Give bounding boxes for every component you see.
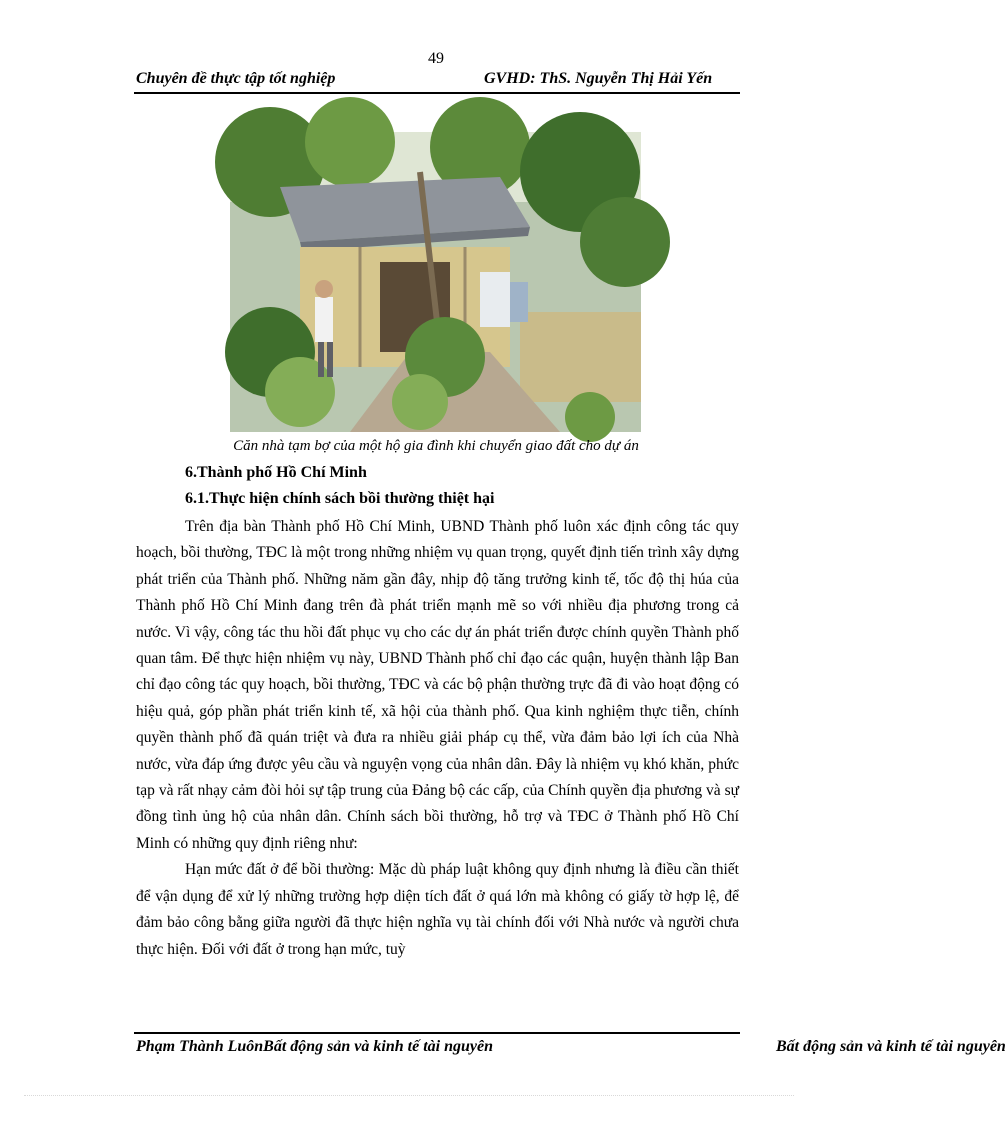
footer-divider (134, 1032, 740, 1034)
footer-right-text: Bất động sản và kinh tế tài nguyên (776, 1038, 1006, 1055)
house-photo (230, 132, 641, 432)
section-heading: 6.Thành phố Hồ Chí Minh (185, 464, 367, 481)
figure-caption: Căn nhà tạm bợ của một hộ gia đình khi chuyển giao đất cho dự án (233, 438, 639, 454)
header-thesis-title: Chuyên đề thực tập tốt nghiệp (136, 70, 336, 87)
subsection-heading: 6.1.Thực hiện chính sách bồi thường thiệt hại (185, 490, 495, 507)
header-supervisor: GVHD: ThS. Nguyễn Thị Hải Yến (484, 70, 713, 87)
page-number: 49 (428, 50, 444, 67)
paragraph: Hạn mức đất ở để bồi thường: Mặc dù pháp luật không quy định nhưng là điều cần thiết để vận dụng để xử lý những trường hợp diện tích đất ở quá lớn mà không có giấy tờ hợp lệ, để đảm bảo công bằng giữa người đã thực hiện nghĩa vụ tài chính đối với Nhà nước và người chưa thực hiện. Đối với đất ở trong hạn mức, tuỳ (136, 861, 739, 958)
paragraph: Trên địa bàn Thành phố Hồ Chí Minh, UBND Thành phố luôn xác định công tác quy hoạch, bồi thường, TĐC là một trong những nhiệm vụ quan trọng, quyết định tiến trình xây dựng phát triển của Thành phố. Những năm gần đây, nhịp độ tăng trưởng kinh tế, tốc độ thị húa của Thành phố Hồ Chí Minh đang trên đà phát triển mạnh mẽ so với nhiều địa phương trong cả nước. Vì vậy, công tác thu hồi đất phục vụ cho các dự án phát triển được chính quyền Thành phố quan tâm. Để thực hiện nhiệm vụ này, UBND Thành phố chỉ đạo các quận, huyện thành lập Ban chỉ đạo công tác quy hoạch, bồi thường, TĐC và các bộ phận thường trực đã đi vào hoạt động có hiệu quả, góp phần phát triển kinh tế, xã hội của thành phố. Qua kinh nghiệm thực tiễn, chính quyền thành phố đã quán triệt và đưa ra nhiều giải pháp cụ thể, vừa đảm bảo lợi ích của Nhà nước, vừa đáp ứng được yêu cầu và nguyện vọng của nhân dân. Đây là nhiệm vụ khó khăn, phức tạp và rất nhạy cảm đòi hỏi sự tập trung của Đảng bộ các cấp, của Chính quyền địa phương và sự đồng tình ủng hộ của nhân dân. Chính sách bồi thường, hỗ trợ và TĐC ở Thành phố Hồ Chí Minh có những quy định riêng như: (136, 518, 739, 852)
footer-author: Phạm Thành LuônBất động sản và kinh tế tài nguyên (136, 1038, 493, 1055)
house-photo-illustration (230, 132, 641, 432)
page-bottom-border (24, 1095, 794, 1096)
body-text (136, 514, 739, 963)
header-divider (134, 92, 740, 94)
